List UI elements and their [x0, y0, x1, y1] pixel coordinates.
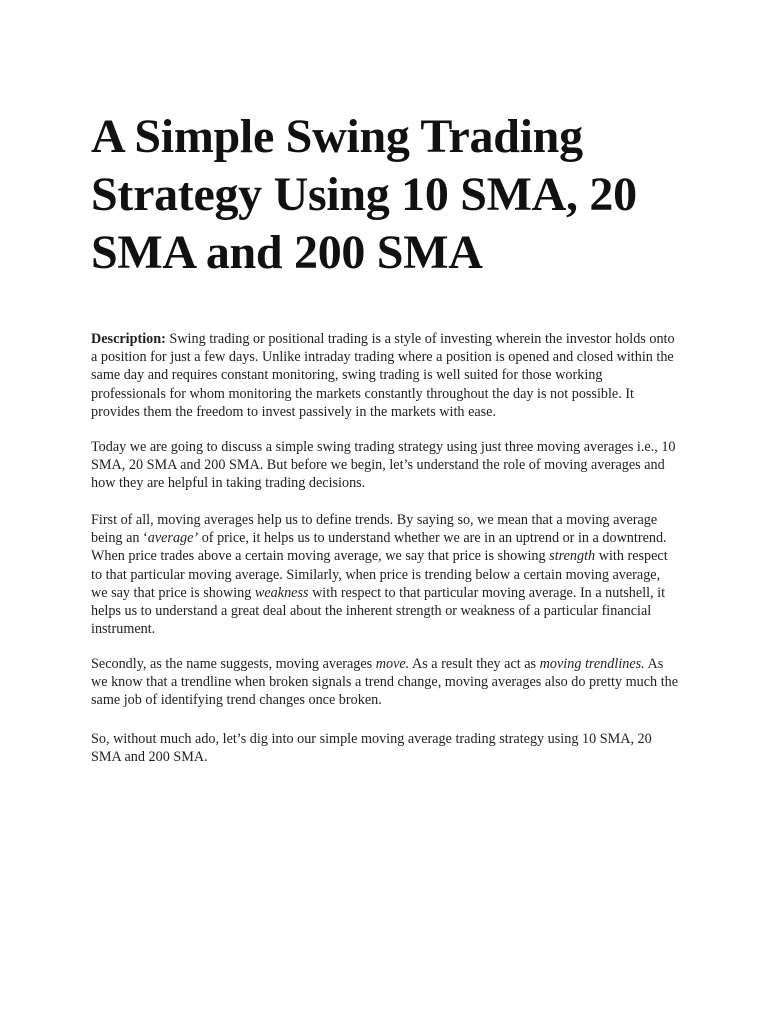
- page-title: A Simple Swing Trading Strategy Using 10 SMA, 20 SMA and 200 SMA: [91, 110, 637, 279]
- trend-text-b: of price, it helps us to understand whether we are in an uptrend or in a downtrend. When price trades above a certain moving average, we say that price is showing: [91, 530, 667, 565]
- description-paragraph: [91, 330, 679, 421]
- moving-text-c: As we know that a trendline when broken signals a trend change, moving averages also do pretty much the same job of identifying trend changes once broken.: [91, 656, 679, 709]
- closing-paragraph: So, without much ado, let’s dig into our simple moving average trading strategy using 10 SMA, 20 SMA and 200 SMA.: [91, 731, 652, 766]
- intro-paragraph: Today we are going to discuss a simple swing trading strategy using just three moving averages i.e., 10 SMA, 20 SMA and 200 SMA. But before we begin, let’s understand the role of moving averages and how they are helpful in taking trading decisions.: [91, 439, 676, 492]
- moving-emphasis-trendlines: moving trendlines.: [539, 656, 645, 672]
- trend-emphasis-weakness: weakness: [254, 584, 309, 601]
- description-label: Description:: [91, 331, 166, 347]
- trend-text-d: with respect to that particular moving average. In a nutshell, it helps us to understand a great deal about the inherent strength or weakness of a particular financial instrument.: [91, 584, 666, 638]
- moving-text-b: As a result they act as: [409, 656, 540, 672]
- trend-text-a: First of all, moving averages help us to define trends. By saying so, we mean that a moving average being an ‘: [91, 512, 658, 547]
- document-page: [91, 108, 679, 766]
- description-text: Swing trading or positional trading is a style of investing wherein the investor holds onto a position for just a few days. Unlike intraday trading where a position is opened and closed within the same day and requires constant monitoring, swing trading is well suited for those working professionals for whom monitoring the markets constantly throughout the day is not possible. It provides them the freedom to invest passively in the markets with ease.: [91, 331, 675, 420]
- trend-emphasis-strength: strength: [549, 548, 596, 565]
- moving-emphasis-move: move.: [375, 656, 410, 672]
- moving-text-a: Secondly, as the name suggests, moving averages: [91, 656, 376, 672]
- moving-paragraph: [91, 655, 679, 710]
- trend-text-c: with respect to that particular moving average. Similarly, when price is trending below a certain moving average, we say that price is showing: [91, 548, 668, 601]
- trend-paragraph: [91, 511, 679, 638]
- trend-emphasis-average: average’: [147, 530, 199, 547]
